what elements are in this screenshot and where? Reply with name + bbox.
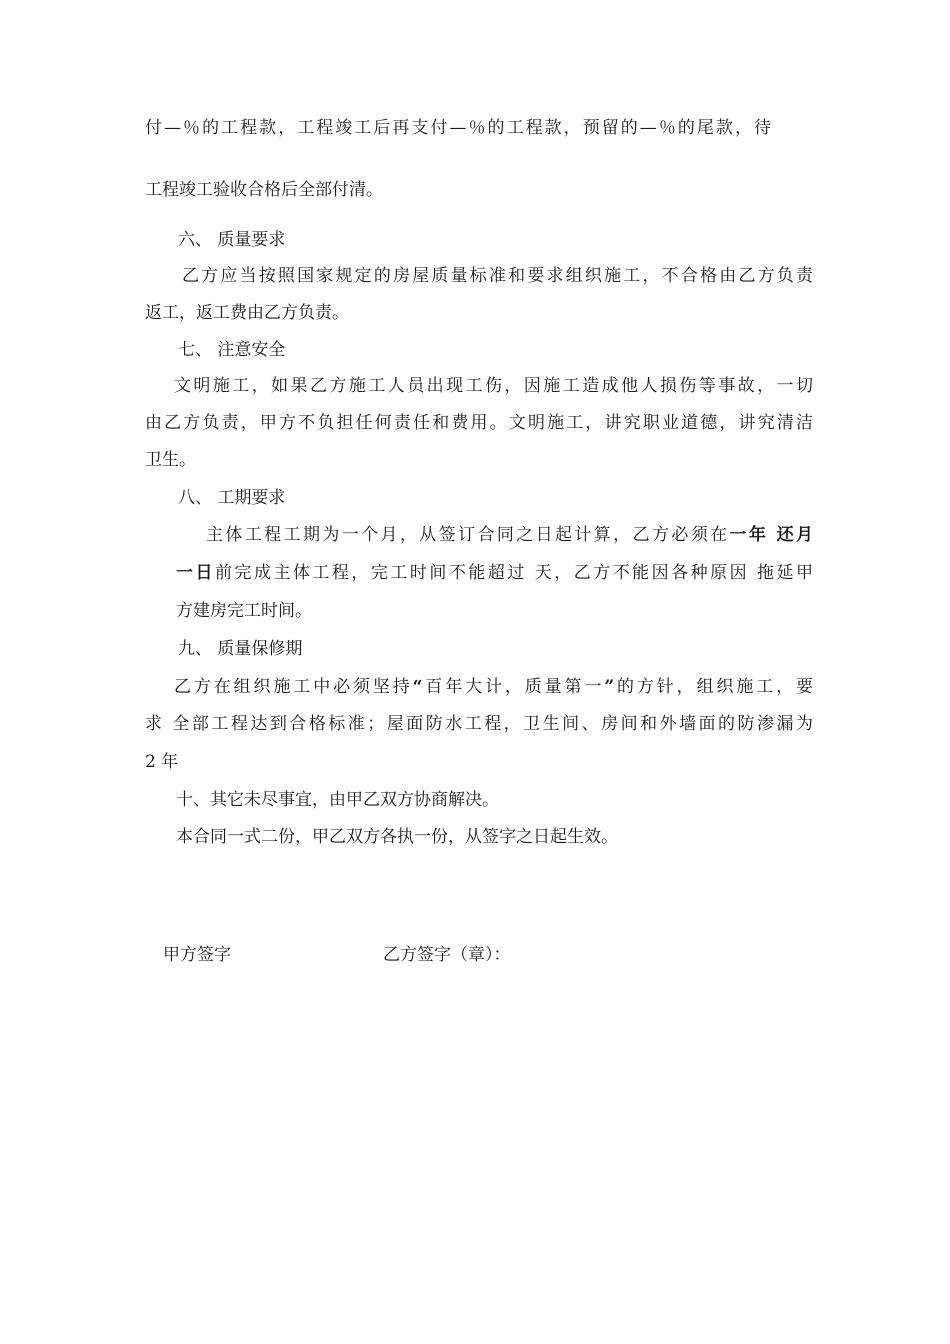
party-b-signature-label: 乙方签字（章）： bbox=[383, 945, 511, 965]
section-6-line-2: 返工，返工费由乙方负责。 bbox=[145, 303, 349, 323]
section-9-line-1 bbox=[174, 676, 813, 698]
section-8-heading: 八、 工期要求 bbox=[178, 488, 286, 508]
section-8-line-1 bbox=[206, 524, 813, 546]
section-6-line-1: 乙方应当按照国家规定的房屋质量标准和要求组织施工，不合格由乙方负责 bbox=[182, 266, 813, 286]
close-quote: ” bbox=[604, 677, 615, 697]
schedule-text: 主体工程工期为一个月，从签订合同之日起计算，乙方必须在 bbox=[206, 525, 730, 545]
schedule-text-2: 前完成主体工程，完工时间不能超过 天，乙方不能因各种原因 拖延甲 bbox=[214, 563, 813, 583]
section-8-line-3: 方建房完工时间。 bbox=[176, 601, 312, 621]
section-9-line-3: 2 年 bbox=[145, 752, 179, 772]
section-7-line-2: 由乙方负责，甲方不负担任何责任和费用。文明施工，讲究职业道德，讲究清洁 bbox=[145, 413, 813, 433]
section-8-line-2 bbox=[176, 562, 813, 584]
deadline-day: 一日 bbox=[176, 563, 215, 583]
section-9-heading: 九、 质量保修期 bbox=[178, 639, 303, 659]
payment-line-1: 付—％的工程款，工程竣工后再支付—％的工程款，预留的—％的尾款，待 bbox=[145, 118, 771, 138]
section-7-line-1: 文明施工，如果乙方施工人员出现工伤，因施工造成他人损伤等事故，一切 bbox=[174, 376, 813, 396]
section-10-line: 十、其它未尽事宜，由甲乙双方协商解决。 bbox=[176, 790, 499, 810]
section-6-heading: 六、 质量要求 bbox=[178, 230, 286, 250]
section-9-line-2: 求 全部工程达到合格标准；屋面防水工程，卫生间、房间和外墙面的防渗漏为 bbox=[145, 714, 813, 734]
open-quote: “ bbox=[412, 677, 423, 697]
section-7-line-3: 卫生。 bbox=[145, 450, 196, 470]
warranty-text: 乙方在组织施工中必须坚持 bbox=[174, 677, 413, 697]
warranty-text-2: 的方针，组织施工，要 bbox=[614, 677, 814, 697]
motto-text: 百年大计，质量第一 bbox=[422, 677, 605, 697]
section-7-heading: 七、 注意安全 bbox=[178, 340, 286, 360]
closing-line: 本合同一式二份，甲乙双方各执一份，从签字之日起生效。 bbox=[176, 827, 618, 847]
deadline-year-month: 一年 还月 bbox=[729, 525, 814, 545]
payment-line-2: 工程竣工验收合格后全部付清。 bbox=[145, 180, 383, 200]
party-a-signature-label: 甲方签字 bbox=[163, 945, 231, 965]
